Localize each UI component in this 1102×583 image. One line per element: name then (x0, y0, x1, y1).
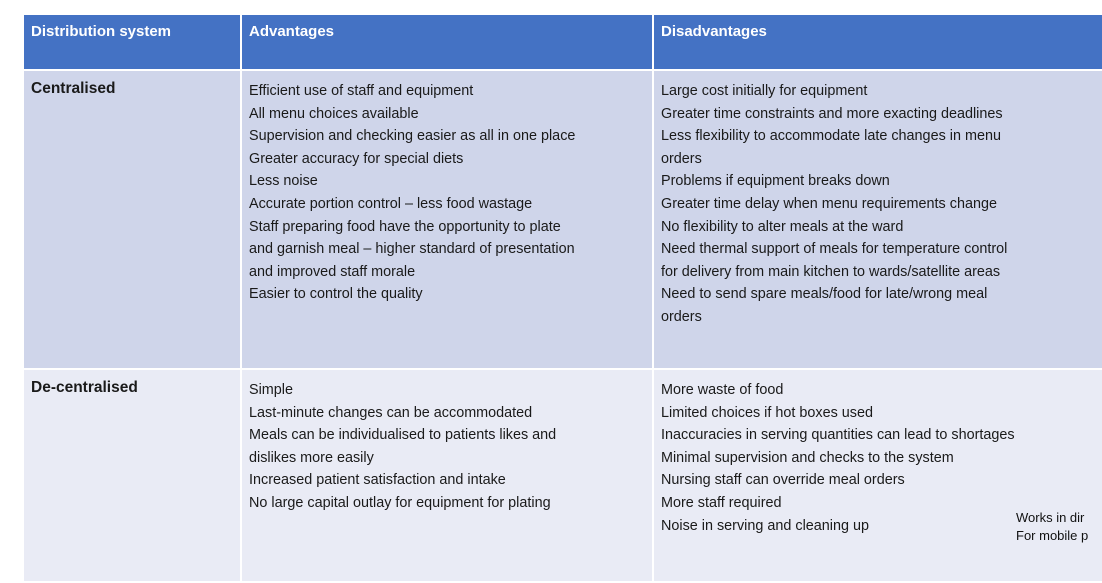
cell-text-line: Need to send spare meals/food for late/wrong meal (661, 286, 988, 303)
cell-text-line: No large capital outlay for equipment for plating (249, 494, 551, 511)
cell-text-line: Nursing staff can override meal orders (661, 472, 905, 489)
cell-text-line: Staff preparing food have the opportunity to plate (249, 218, 561, 235)
cell-text-line: orders (661, 308, 702, 325)
cell-text-line: No flexibility to alter meals at the ward (661, 218, 904, 235)
cell-text-line: All menu choices available (249, 105, 419, 122)
cell-text-line: Inaccuracies in serving quantities can lead to shortages (661, 427, 1015, 444)
cell-text-line: and improved staff morale (249, 263, 416, 280)
cell-text-line: More staff required (661, 494, 782, 511)
disadvantages-cell (653, 70, 1102, 369)
cell-text-line: Greater accuracy for special diets (249, 150, 464, 167)
clipped-note (1016, 509, 1088, 545)
cell-text-line: Supervision and checking easier as all in one place (249, 128, 576, 145)
cell-text-line: and garnish meal – higher standard of presentation (249, 241, 575, 258)
distribution-systems-table (22, 13, 1102, 583)
cell-text-line: dislikes more easily (249, 449, 374, 466)
disadvantages-cell (653, 369, 1102, 582)
cell-text-line: for delivery from main kitchen to wards/satellite areas (661, 263, 1001, 280)
cell-text-line: Meals can be individualised to patients likes and (249, 427, 557, 444)
cell-text-line: Problems if equipment breaks down (661, 173, 890, 190)
cell-text-line: Easier to control the quality (249, 286, 423, 303)
cell-text-line: Large cost initially for equipment (661, 83, 868, 99)
cell-text-line: Simple (249, 382, 293, 398)
cell-text-line: Limited choices if hot boxes used (661, 404, 873, 421)
cell-text-line: Minimal supervision and checks to the system (661, 449, 954, 466)
clipped-note-line: For mobile p (1016, 528, 1089, 543)
advantages-cell (241, 369, 653, 582)
cell-text-line: Less flexibility to accommodate late changes in menu (661, 128, 1001, 145)
cell-text-line: Noise in serving and cleaning up (661, 517, 869, 534)
cell-text-line: Greater time constraints and more exacting deadlines (661, 105, 1003, 122)
cell-text-line: Accurate portion control – less food wastage (249, 195, 533, 212)
cell-text-line: Less noise (249, 173, 318, 190)
cell-text-line: Last-minute changes can be accommodated (249, 404, 533, 421)
header-advantages: Advantages (241, 14, 653, 70)
advantages-cell (241, 70, 653, 369)
clipped-note-line: Works in dir (1016, 510, 1085, 525)
header-disadvantages: Disadvantages (653, 14, 1102, 70)
cell-text-line: Efficient use of staff and equipment (249, 83, 474, 99)
table-row-decentralised (23, 369, 1102, 582)
cell-text-line: Need thermal support of meals for temperature control (661, 241, 1008, 258)
row-label-decentralised: De-centralised (23, 369, 241, 582)
row-label-centralised: Centralised (23, 70, 241, 369)
cell-text-line: More waste of food (661, 382, 784, 398)
header-distribution-system: Distribution system (23, 14, 241, 70)
cell-text-line: Greater time delay when menu requirements change (661, 195, 997, 212)
cell-text-line: orders (661, 150, 702, 167)
table-row-centralised (23, 70, 1102, 369)
cell-text-line: Increased patient satisfaction and intake (249, 472, 506, 489)
table-header-row (23, 14, 1102, 70)
